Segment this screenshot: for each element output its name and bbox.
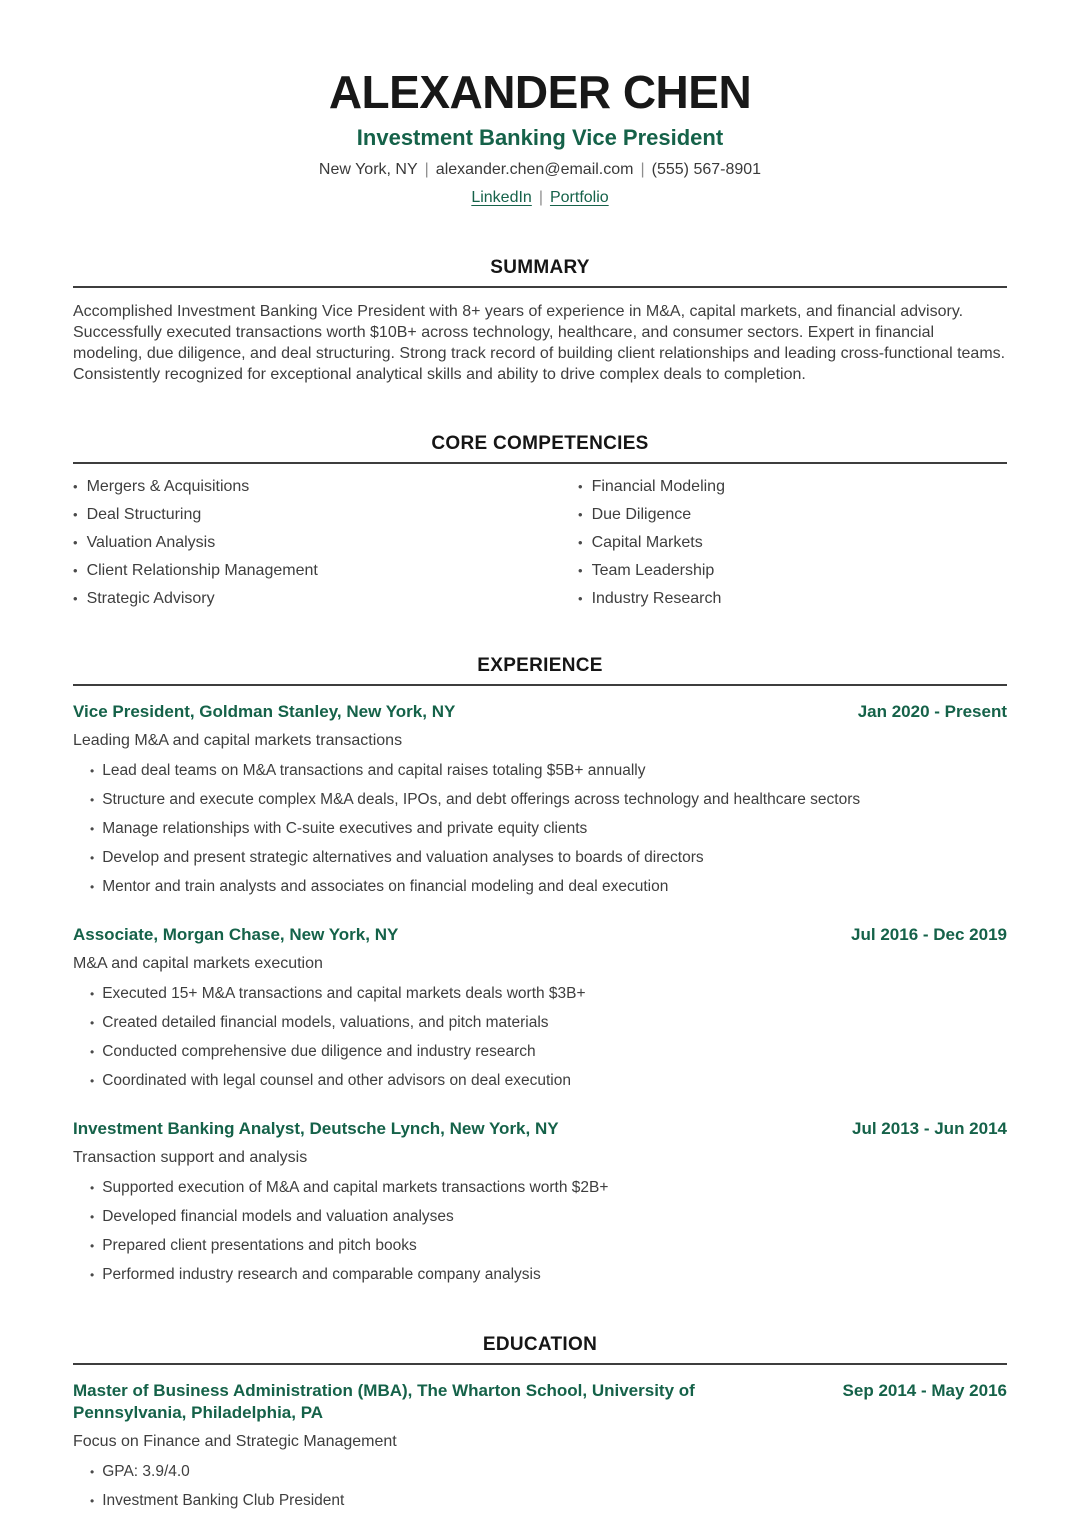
job-dates: Jul 2013 - Jun 2014 [852, 1119, 1007, 1138]
job-dates: Jan 2020 - Present [857, 702, 1007, 721]
section-rule [73, 462, 1007, 464]
job-subtitle: M&A and capital markets execution [73, 955, 323, 972]
candidate-title: Investment Banking Vice President [356, 125, 724, 150]
separator-pipe: | [640, 161, 645, 178]
education-subtitle: Focus on Finance and Strategic Management [73, 1433, 397, 1450]
list-item: • Deal Structuring [73, 506, 540, 523]
entry-head [73, 701, 1007, 723]
experience-entry [73, 1118, 1007, 1286]
section-rule [73, 286, 1007, 288]
list-item: • Executed 15+ M&A transactions and capital markets deals worth $3B+ [90, 983, 1007, 1005]
contact-email: alexander.chen@email.com [435, 161, 634, 178]
list-item: • Performed industry research and comparable company analysis [90, 1264, 1007, 1286]
job-title: Vice President, Goldman Stanley, New York, NY [73, 702, 456, 721]
entry-head [73, 1380, 1007, 1424]
job-dates: Jul 2016 - Dec 2019 [851, 925, 1007, 944]
experience-heading: EXPERIENCE [477, 655, 603, 676]
contact-location: New York, NY [318, 161, 418, 178]
education-heading: EDUCATION [482, 1334, 598, 1355]
section-rule [73, 1363, 1007, 1365]
list-item: • Mentor and train analysts and associates on financial modeling and deal execution [90, 876, 1007, 898]
list-item: • Develop and present strategic alternatives and valuation analyses to boards of directors [90, 847, 1007, 869]
portfolio-link[interactable]: Portfolio [549, 189, 609, 206]
list-item: • Financial Modeling [540, 478, 1007, 495]
separator-pipe: | [424, 161, 429, 178]
entry-head [73, 1118, 1007, 1140]
experience-entry [73, 701, 1007, 898]
links-line [73, 187, 1007, 209]
education-dates: Sep 2014 - May 2016 [842, 1381, 1007, 1400]
list-item: • Coordinated with legal counsel and other advisors on deal execution [90, 1070, 1007, 1092]
list-item: • Team Leadership [540, 562, 1007, 579]
list-item: • Manage relationships with C-suite executives and private equity clients [90, 818, 1007, 840]
list-item: • Lead deal teams on M&A transactions and capital raises totaling $5B+ annually [90, 760, 1007, 782]
list-item: • Capital Markets [540, 534, 1007, 551]
education-entry [73, 1380, 1007, 1512]
list-item: • Mergers & Acquisitions [73, 478, 540, 495]
experience-section [73, 654, 1007, 1286]
education-bullets [73, 1461, 1007, 1512]
experience-entry [73, 924, 1007, 1092]
competencies-grid [73, 478, 1007, 607]
competencies-section [73, 432, 1007, 607]
job-subtitle: Leading M&A and capital markets transactions [73, 732, 403, 749]
list-item: • Developed financial models and valuation analyses [90, 1206, 1007, 1228]
list-item: • Due Diligence [540, 506, 1007, 523]
job-subtitle: Transaction support and analysis [73, 1149, 308, 1166]
list-item: • Investment Banking Club President [90, 1490, 1007, 1512]
list-item: • Strategic Advisory [73, 590, 540, 607]
summary-section [73, 256, 1007, 385]
degree-title: Master of Business Administration (MBA), The Wharton School, University of Pennsylvania, Philadelphia, PA [73, 1381, 695, 1422]
resume-header [73, 66, 1007, 209]
list-item: • Created detailed financial models, valuations, and pitch materials [90, 1012, 1007, 1034]
separator-pipe: | [538, 189, 543, 206]
contact-line [73, 159, 1007, 181]
competencies-heading: CORE COMPETENCIES [431, 433, 649, 454]
job-title: Investment Banking Analyst, Deutsche Lynch, New York, NY [73, 1119, 559, 1138]
section-rule [73, 684, 1007, 686]
list-item: • Client Relationship Management [73, 562, 540, 579]
list-item: • Valuation Analysis [73, 534, 540, 551]
candidate-name: ALEXANDER CHEN [328, 66, 752, 118]
job-bullets [73, 983, 1007, 1092]
summary-heading: SUMMARY [490, 257, 590, 278]
list-item: • Structure and execute complex M&A deals, IPOs, and debt offerings across technology and healthcare sectors [90, 789, 1007, 811]
linkedin-link[interactable]: LinkedIn [471, 189, 532, 206]
contact-phone: (555) 567-8901 [651, 161, 762, 178]
job-bullets [73, 760, 1007, 898]
list-item: • Industry Research [540, 590, 1007, 607]
summary-text: Accomplished Investment Banking Vice President with 8+ years of experience in M&A, capital markets, and financial advisory. Successfully executed transactions worth $10B+ across technology, healthcare, and consumer sectors. Expert in financial modeling, due diligence, and deal structuring. Strong track record of building client relationships and leading cross-functional teams. Consistently recognized for exceptional analytical skills and ability to drive complex deals to completion. [73, 303, 1006, 383]
list-item: • Conducted comprehensive due diligence and industry research [90, 1041, 1007, 1063]
job-bullets [73, 1177, 1007, 1286]
education-section [73, 1333, 1007, 1512]
list-item: • Supported execution of M&A and capital markets transactions worth $2B+ [90, 1177, 1007, 1199]
list-item: • GPA: 3.9/4.0 [90, 1461, 1007, 1483]
job-title: Associate, Morgan Chase, New York, NY [73, 925, 399, 944]
list-item: • Prepared client presentations and pitch books [90, 1235, 1007, 1257]
entry-head [73, 924, 1007, 946]
